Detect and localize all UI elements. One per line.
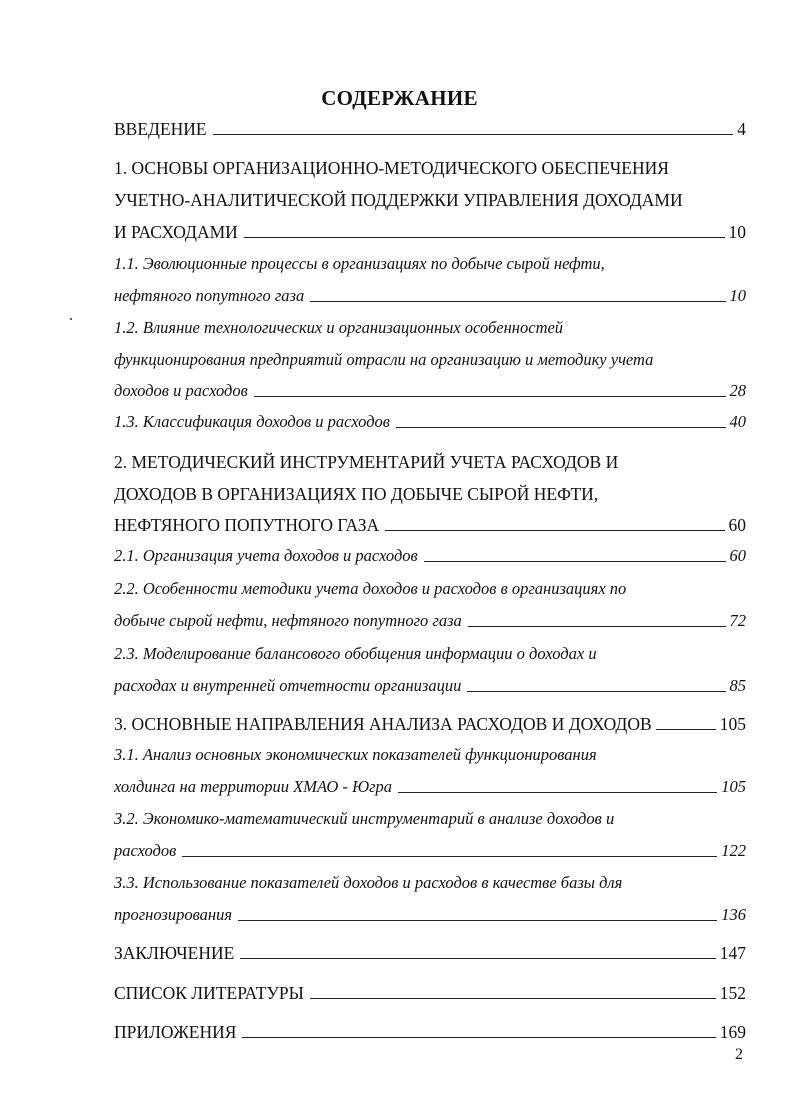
toc-chapter-2-line-1: 2. МЕТОДИЧЕСКИЙ ИНСТРУМЕНТАРИЙ УЧЕТА РАСХОДОВ И [114, 452, 619, 472]
page-title: СОДЕРЖАНИЕ [321, 86, 478, 110]
toc-entry-section-2-2[interactable] [114, 610, 746, 632]
toc-entry-text: 3. ОСНОВНЫЕ НАПРАВЛЕНИЯ АНАЛИЗА РАСХОДОВ И ДОХОДОВ [114, 714, 652, 734]
toc-entry-bibliography[interactable] [114, 982, 746, 1004]
toc-entry-section-1-1[interactable] [114, 285, 746, 307]
toc-entry-appendices[interactable] [114, 1021, 746, 1043]
toc-leader-line [310, 301, 725, 302]
toc-entry-conclusion[interactable] [114, 942, 746, 964]
toc-leader-line [242, 1037, 715, 1038]
toc-entry-text: добыче сырой нефти, нефтяного попутного газа [114, 611, 462, 630]
toc-entry-text: ВВЕДЕНИЕ [114, 119, 207, 139]
toc-section-2-3-line-1: 2.3. Моделирование балансового обобщения информации о доходах и [114, 644, 597, 663]
toc-leader-line [398, 792, 717, 793]
toc-chapter-1-line-1: 1. ОСНОВЫ ОРГАНИЗАЦИОННО-МЕТОДИЧЕСКОГО ОБЕСПЕЧЕНИЯ [114, 158, 669, 178]
toc-entry-section-3-3[interactable] [114, 904, 746, 926]
toc-page-number: 60 [729, 546, 746, 565]
toc-entry-chapter-1[interactable] [114, 221, 746, 243]
toc-entry-section-2-1[interactable] [114, 545, 746, 567]
toc-page-number: 147 [719, 943, 746, 963]
toc-section-3-3-line-1: 3.3. Использование показателей доходов и расходов в качестве базы для [114, 873, 623, 892]
toc-leader-line [244, 237, 725, 238]
toc-page-number: 10 [729, 286, 746, 305]
toc-leader-line [385, 530, 724, 531]
toc-leader-line [182, 856, 717, 857]
toc-section-2-2-line-1: 2.2. Особенности методики учета доходов и расходов в организациях по [114, 579, 627, 598]
toc-entry-chapter-2[interactable] [114, 514, 746, 536]
toc-section-3-2-line-1: 3.2. Экономико-математический инструментарий в анализе доходов и [114, 809, 615, 828]
toc-entry-text: 1.3. Классификация доходов и расходов [114, 412, 390, 431]
toc-page-number: 72 [729, 611, 746, 630]
toc-page-number: 10 [728, 222, 746, 242]
toc-page-number: 105 [719, 714, 746, 734]
toc-page-number: 105 [721, 777, 746, 796]
toc-entry-text: НЕФТЯНОГО ПОПУТНОГО ГАЗА [114, 515, 380, 535]
scan-speck [70, 318, 72, 320]
toc-page-number: 122 [721, 841, 746, 860]
toc-leader-line [254, 396, 726, 397]
toc-entry-text: ПРИЛОЖЕНИЯ [114, 1022, 237, 1042]
page-number: 2 [735, 1046, 743, 1063]
toc-entry-text: И РАСХОДАМИ [114, 222, 238, 242]
toc-entry-section-3-2[interactable] [114, 840, 746, 862]
toc-leader-line [310, 998, 716, 999]
toc-entry-chapter-3[interactable] [114, 713, 746, 735]
toc-leader-line [240, 958, 715, 959]
toc-page-number: 28 [729, 381, 746, 400]
toc-entry-text: холдинга на территории ХМАО - Югра [114, 777, 393, 796]
toc-entry-section-2-3[interactable] [114, 675, 746, 697]
toc-page-number: 169 [719, 1022, 746, 1042]
toc-leader-line [213, 134, 734, 135]
toc-chapter-1-line-2: УЧЕТНО-АНАЛИТИЧЕСКОЙ ПОДДЕРЖКИ УПРАВЛЕНИЯ ДОХОДАМИ [114, 190, 683, 210]
toc-entry-text: расходов [114, 841, 177, 860]
toc-entry-text: доходов и расходов [114, 381, 248, 400]
toc-page-number: 152 [719, 983, 746, 1003]
toc-entry-section-1-3[interactable] [114, 411, 746, 433]
toc-entry-section-3-1[interactable] [114, 776, 746, 798]
toc-page-number: 136 [721, 905, 746, 924]
toc-leader-line [424, 561, 726, 562]
toc-leader-line [468, 626, 726, 627]
toc-leader-line [467, 691, 725, 692]
toc-entry-text: прогнозирования [114, 905, 232, 924]
toc-leader-line [396, 427, 726, 428]
toc-entry-introduction[interactable] [114, 118, 746, 140]
toc-section-3-1-line-1: 3.1. Анализ основных экономических показателей функционирования [114, 745, 597, 764]
toc-entry-text: расходах и внутренней отчетности организации [114, 676, 462, 695]
toc-section-1-2-line-1: 1.2. Влияние технологических и организационных особенностей [114, 318, 564, 337]
toc-section-1-1-line-1: 1.1. Эволюционные процессы в организациях по добыче сырой нефти, [114, 254, 605, 273]
toc-section-1-2-line-2: функционирования предприятий отрасли на организацию и методику учета [114, 350, 654, 369]
toc-leader-line [656, 729, 716, 730]
toc-entry-text: нефтяного попутного газа [114, 286, 305, 305]
toc-page-number: 40 [729, 412, 746, 431]
toc-page-number: 85 [729, 676, 746, 695]
toc-leader-line [238, 920, 717, 921]
toc-chapter-2-line-2: ДОХОДОВ В ОРГАНИЗАЦИЯХ ПО ДОБЫЧЕ СЫРОЙ НЕФТИ, [114, 484, 599, 504]
toc-entry-section-1-2[interactable] [114, 380, 746, 402]
toc-entry-text: 2.1. Организация учета доходов и расходов [114, 546, 418, 565]
toc-entry-text: ЗАКЛЮЧЕНИЕ [114, 943, 235, 963]
toc-page-number: 60 [728, 515, 746, 535]
toc-entry-text: СПИСОК ЛИТЕРАТУРЫ [114, 983, 304, 1003]
toc-page-number: 4 [737, 119, 746, 139]
